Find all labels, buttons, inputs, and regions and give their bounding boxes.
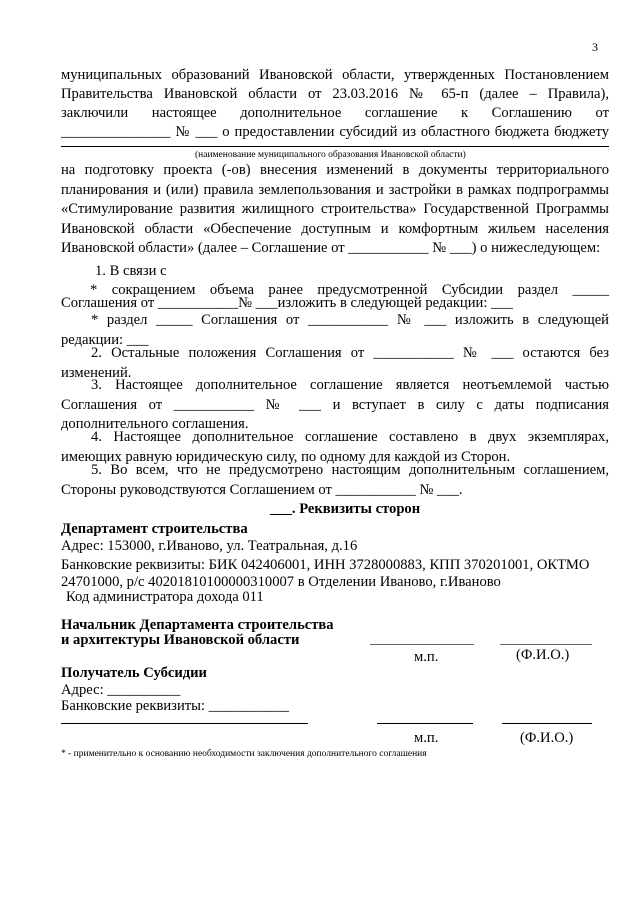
municipality-name-line: [61, 146, 609, 147]
municipality-caption: (наименование муниципального образования Ивановской области): [195, 150, 466, 160]
head-seal-label: м.п.: [414, 649, 439, 665]
footnote: * - применительно к основанию необходимости заключения дополнительного соглашения: [61, 749, 427, 759]
intro-line-3: заключили настоящее дополнительное соглашение к Соглашению от: [61, 105, 609, 121]
intro-paragraph-2: на подготовку проекта (-ов) внесения изменений в документы территориального планирования и (или) правила землепользования и застройки в рамках подпрограммы «Стимулирование развития жилищного строительства» Государственной Программы Ивановской области «Обеспечение доступным и комфортным жильем населения Ивановской области» (далее – Соглашение от ___________ № ___) о нижеследующем:: [61, 162, 609, 256]
recipient-fio-label: (Ф.И.О.): [520, 730, 574, 746]
recipient-seal-label: м.п.: [414, 730, 439, 746]
recipient-bank: Банковские реквизиты: ___________: [61, 698, 289, 714]
recipient-title: Получатель Субсидии: [61, 665, 207, 681]
intro-line-4: _______________ № ___ о предоставлении субсидий из областного бюджета бюджету: [61, 124, 609, 140]
department-bank-line-2: 24701000, р/с 40201810100000310007 в Отделении Иваново, г.Иваново: [61, 574, 501, 590]
item-3: 3. Настоящее дополнительное соглашение является неотъемлемой частью Соглашения от ___________ № ___ и вступает в силу с даты подписания дополнительного соглашения.: [61, 377, 609, 432]
department-address: Адрес: 153000, г.Иваново, ул. Театральная, д.16: [61, 538, 358, 554]
head-signature-line: [500, 644, 592, 645]
item-5: 5. Во всем, что не предусмотрено настоящим дополнительным соглашением, Стороны руководствуются Соглашением от ___________ № ___.: [61, 462, 609, 498]
item-1b: * раздел _____ Соглашения от ___________ № ___ изложить в следующей редакции: ___: [61, 312, 609, 348]
recipient-seal-line: [377, 723, 473, 724]
head-seal-line: [370, 644, 474, 645]
intro-line-2: Правительства Ивановской области от 23.03.2016 № 65-п (далее – Правила),: [61, 86, 609, 102]
recipient-name-line: [61, 723, 308, 724]
head-fio-label: (Ф.И.О.): [516, 647, 570, 663]
item-1a-line-1: * сокращением объема ранее предусмотренной Субсидии раздел _____: [90, 282, 609, 298]
page-number: 3: [592, 40, 598, 54]
requisites-heading: ___. Реквизиты сторон: [270, 501, 421, 517]
intro-line-1: муниципальных образований Ивановской области, утвержденных Постановлением: [61, 67, 609, 83]
department-name: Департамент строительства: [61, 521, 248, 537]
item-1: 1. В связи с: [95, 263, 167, 279]
head-title-line-2: и архитектуры Ивановской области: [61, 632, 300, 648]
income-code: Код администратора дохода 011: [66, 589, 264, 605]
head-title-line-1: Начальник Департамента строительства: [61, 617, 334, 633]
department-bank-line-1: Банковские реквизиты: БИК 042406001, ИНН 3728000883, КПП 370201001, ОКТМО: [61, 557, 590, 573]
item-1a-line-2: Соглашения от ___________№ ___изложить в следующей редакции: ___: [61, 295, 513, 311]
recipient-signature-line: [502, 723, 592, 724]
item-4: 4. Настоящее дополнительное соглашение составлено в двух экземплярах, имеющих равную юридическую силу, по одному для каждой из Сторон.: [61, 429, 609, 465]
recipient-address: Адрес: __________: [61, 682, 181, 698]
item-2: 2. Остальные положения Соглашения от ___________ № ___ остаются без изменений.: [61, 345, 609, 381]
